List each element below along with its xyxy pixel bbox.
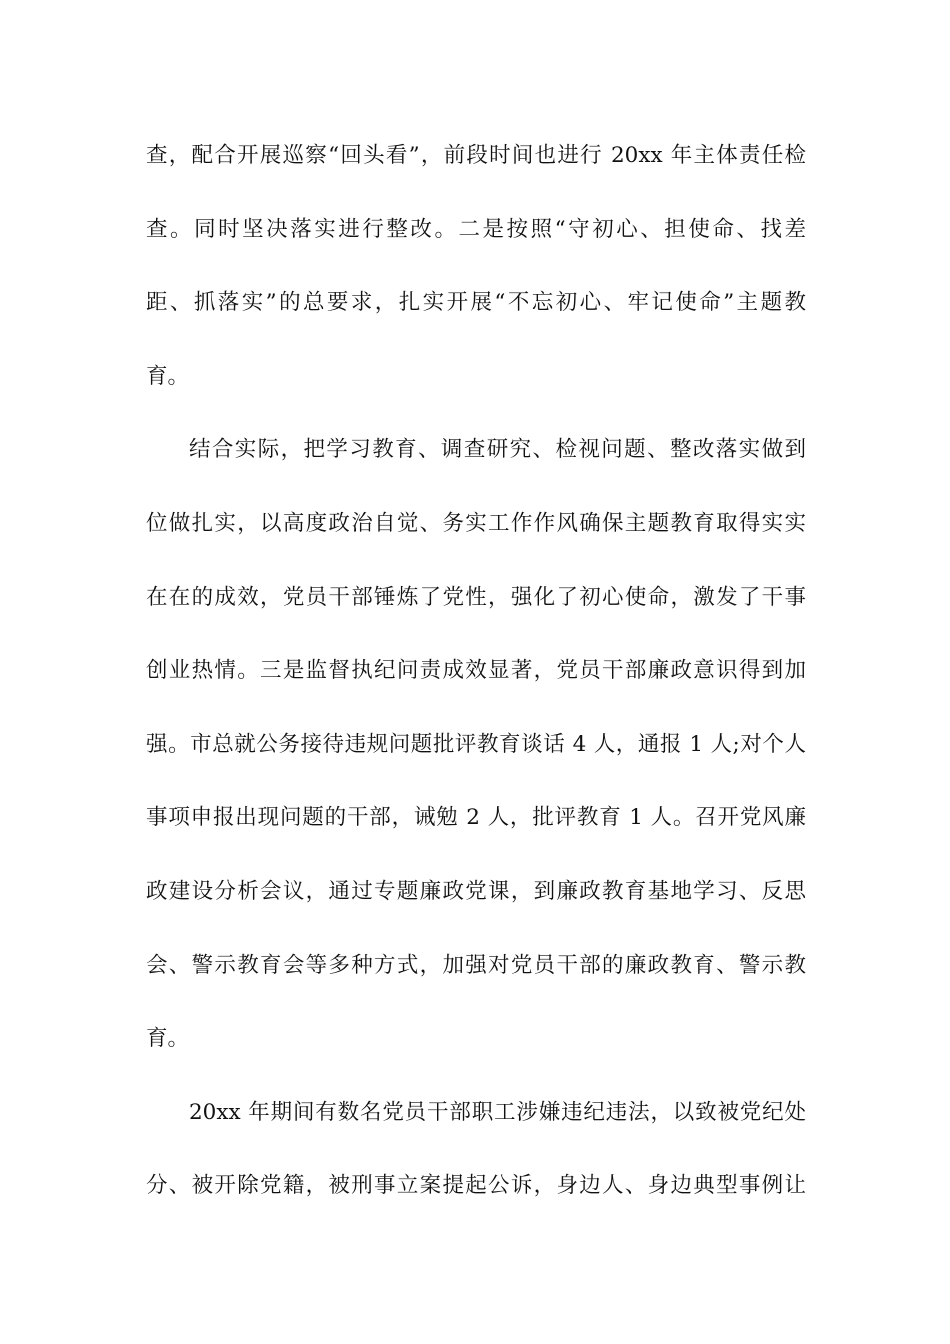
text-line: 查。同时坚决落实进行整改。二是按照“守初心、担使命、找差 [146, 216, 806, 242]
paragraph-first-line: 结合实际，把学习教育、调查研究、检视问题、整改落实做到 [189, 437, 806, 463]
paragraph-first-line: 20xx 年期间有数名党员干部职工涉嫌违纪违法，以致被党纪处 [189, 1099, 806, 1125]
text-line: 在在的成效，党员干部锤炼了党性，强化了初心使命，激发了干事 [146, 584, 806, 610]
text-line: 位做扎实，以高度政治自觉、务实工作作风确保主题教育取得实实 [146, 510, 806, 536]
body-text [146, 130, 806, 1234]
text-line: 事项申报出现问题的干部，诫勉 2 人，批评教育 1 人。召开党风廉 [146, 805, 806, 831]
text-line: 距、抓落实”的总要求，扎实开展“不忘初心、牢记使命”主题教 [146, 290, 806, 316]
text-line: 育。 [146, 1026, 190, 1052]
text-line: 育。 [146, 363, 190, 389]
text-line: 创业热情。三是监督执纪问责成效显著，党员干部廉政意识得到加 [146, 658, 806, 684]
text-line: 分、被开除党籍，被刑事立案提起公诉，身边人、身边典型事例让 [146, 1173, 806, 1199]
text-line: 强。市总就公务接待违规问题批评教育谈话 4 人，通报 1 人;对个人 [146, 731, 806, 757]
text-line: 会、警示教育会等多种方式，加强对党员干部的廉政教育、警示教 [146, 952, 806, 978]
text-line: 政建设分析会议，通过专题廉政党课，到廉政教育基地学习、反思 [146, 878, 806, 904]
text-line: 查，配合开展巡察“回头看”，前段时间也进行 20xx 年主体责任检 [146, 143, 806, 168]
